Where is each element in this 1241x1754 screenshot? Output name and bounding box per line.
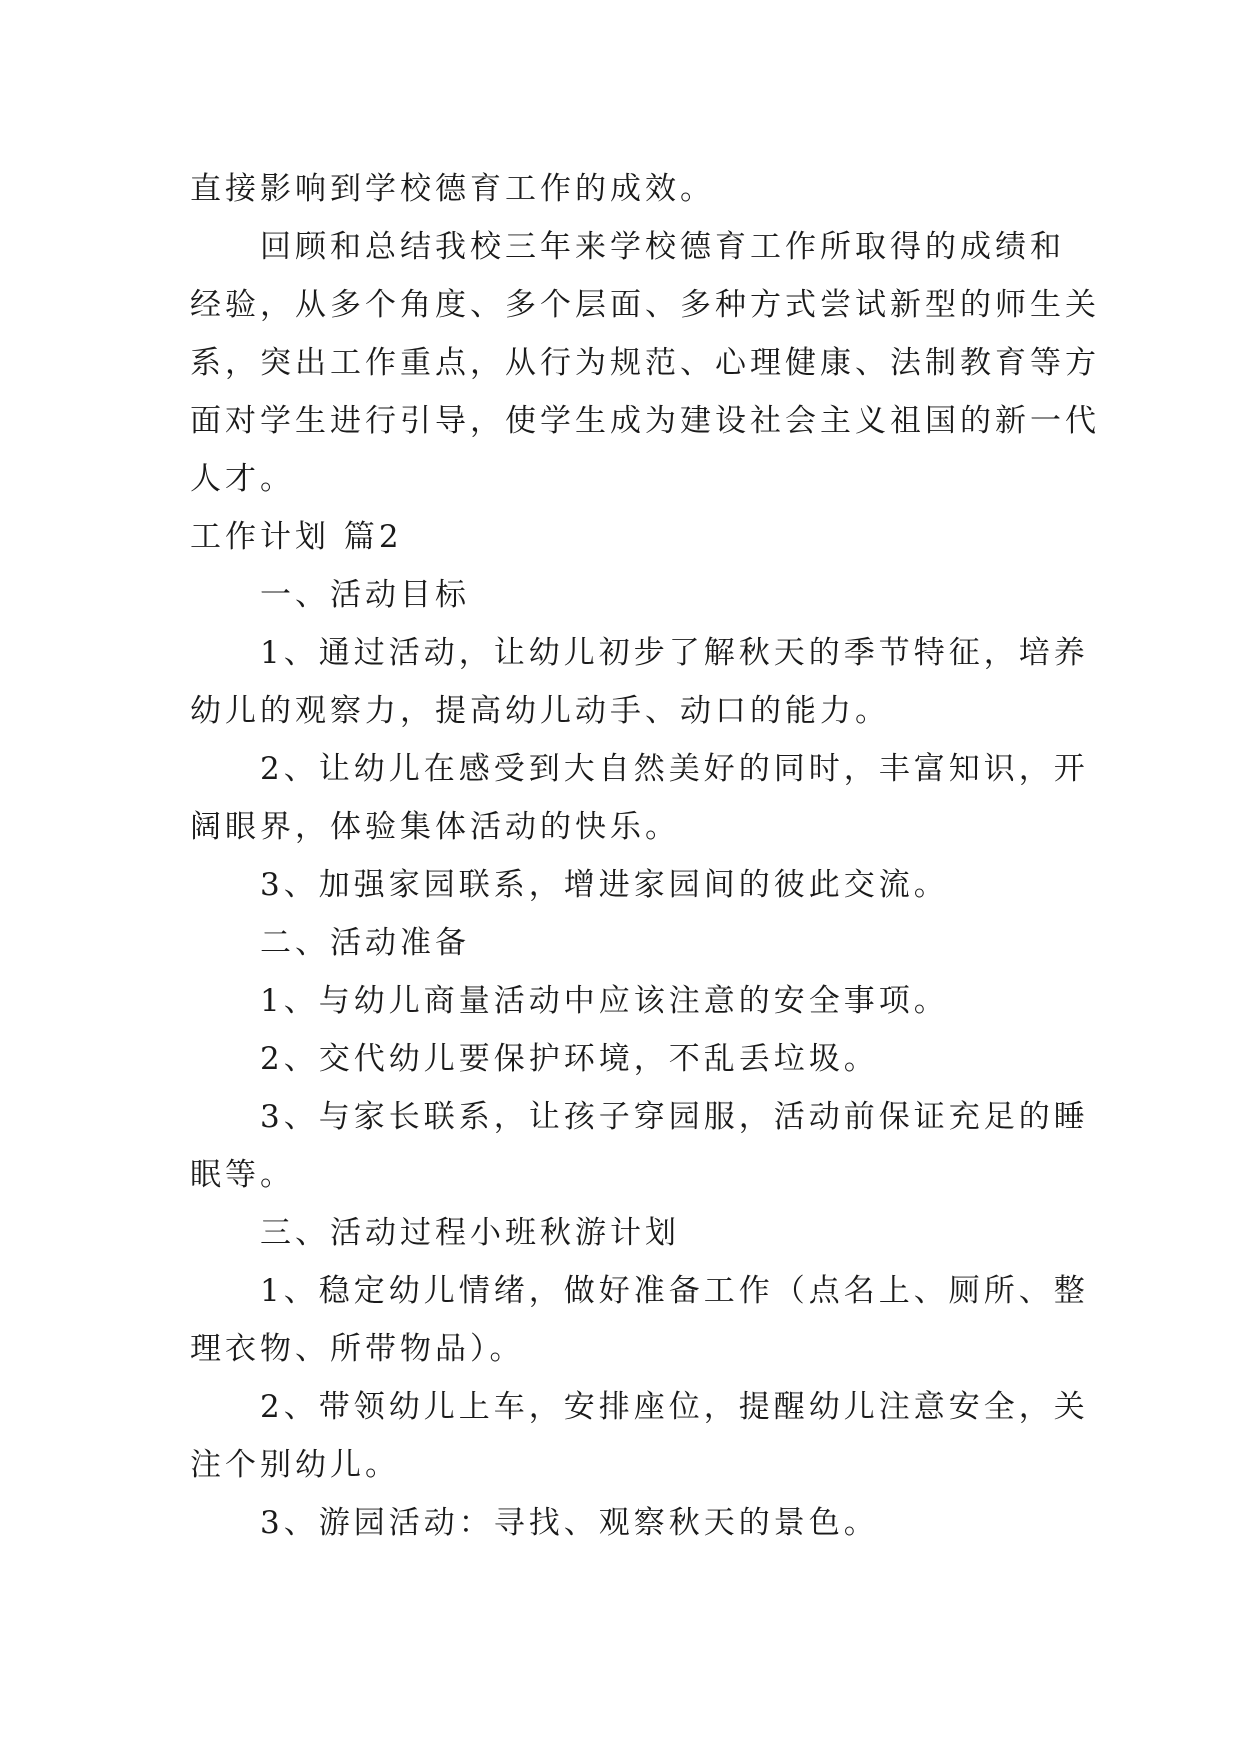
paragraph-line: 面对学生进行引导，使学生成为建设社会主义祖国的新一代: [190, 403, 1100, 439]
paragraph-line: 2、带领幼儿上车，安排座位，提醒幼儿注意安全，关: [260, 1389, 1089, 1425]
paragraph-line: 1、稳定幼儿情绪，做好准备工作（点名上、厕所、整: [260, 1273, 1089, 1309]
paragraph-line: 阔眼界，体验集体活动的快乐。: [190, 809, 680, 845]
paragraph-line: 1、与幼儿商量活动中应该注意的安全事项。: [260, 983, 949, 1019]
paragraph-line: 系，突出工作重点，从行为规范、心理健康、法制教育等方: [190, 345, 1100, 381]
section-heading: 工作计划 篇2: [190, 519, 403, 555]
paragraph-line: 回顾和总结我校三年来学校德育工作所取得的成绩和: [260, 229, 1065, 265]
paragraph-line: 直接影响到学校德育工作的成效。: [190, 171, 715, 207]
paragraph-line: 注个别幼儿。: [190, 1447, 400, 1483]
paragraph-line: 2、交代幼儿要保护环境，不乱丢垃圾。: [260, 1041, 879, 1077]
paragraph-line: 眠等。: [190, 1157, 295, 1193]
paragraph-line: 1、通过活动，让幼儿初步了解秋天的季节特征，培养: [260, 635, 1089, 671]
paragraph-line: 理衣物、所带物品）。: [190, 1331, 525, 1367]
subheading: 二、活动准备: [260, 925, 470, 961]
paragraph-line: 人才。: [190, 461, 295, 497]
paragraph-line: 3、与家长联系，让孩子穿园服，活动前保证充足的睡: [260, 1099, 1089, 1135]
paragraph-line: 经验，从多个角度、多个层面、多种方式尝试新型的师生关: [190, 287, 1100, 323]
subheading: 一、活动目标: [260, 577, 470, 613]
paragraph-line: 2、让幼儿在感受到大自然美好的同时，丰富知识，开: [260, 751, 1089, 787]
subheading: 三、活动过程小班秋游计划: [260, 1215, 680, 1251]
paragraph-line: 3、游园活动：寻找、观察秋天的景色。: [260, 1505, 879, 1541]
document-body: [190, 160, 1100, 1552]
paragraph-line: 3、加强家园联系，增进家园间的彼此交流。: [260, 867, 949, 903]
paragraph-line: 幼儿的观察力，提高幼儿动手、动口的能力。: [190, 693, 890, 729]
